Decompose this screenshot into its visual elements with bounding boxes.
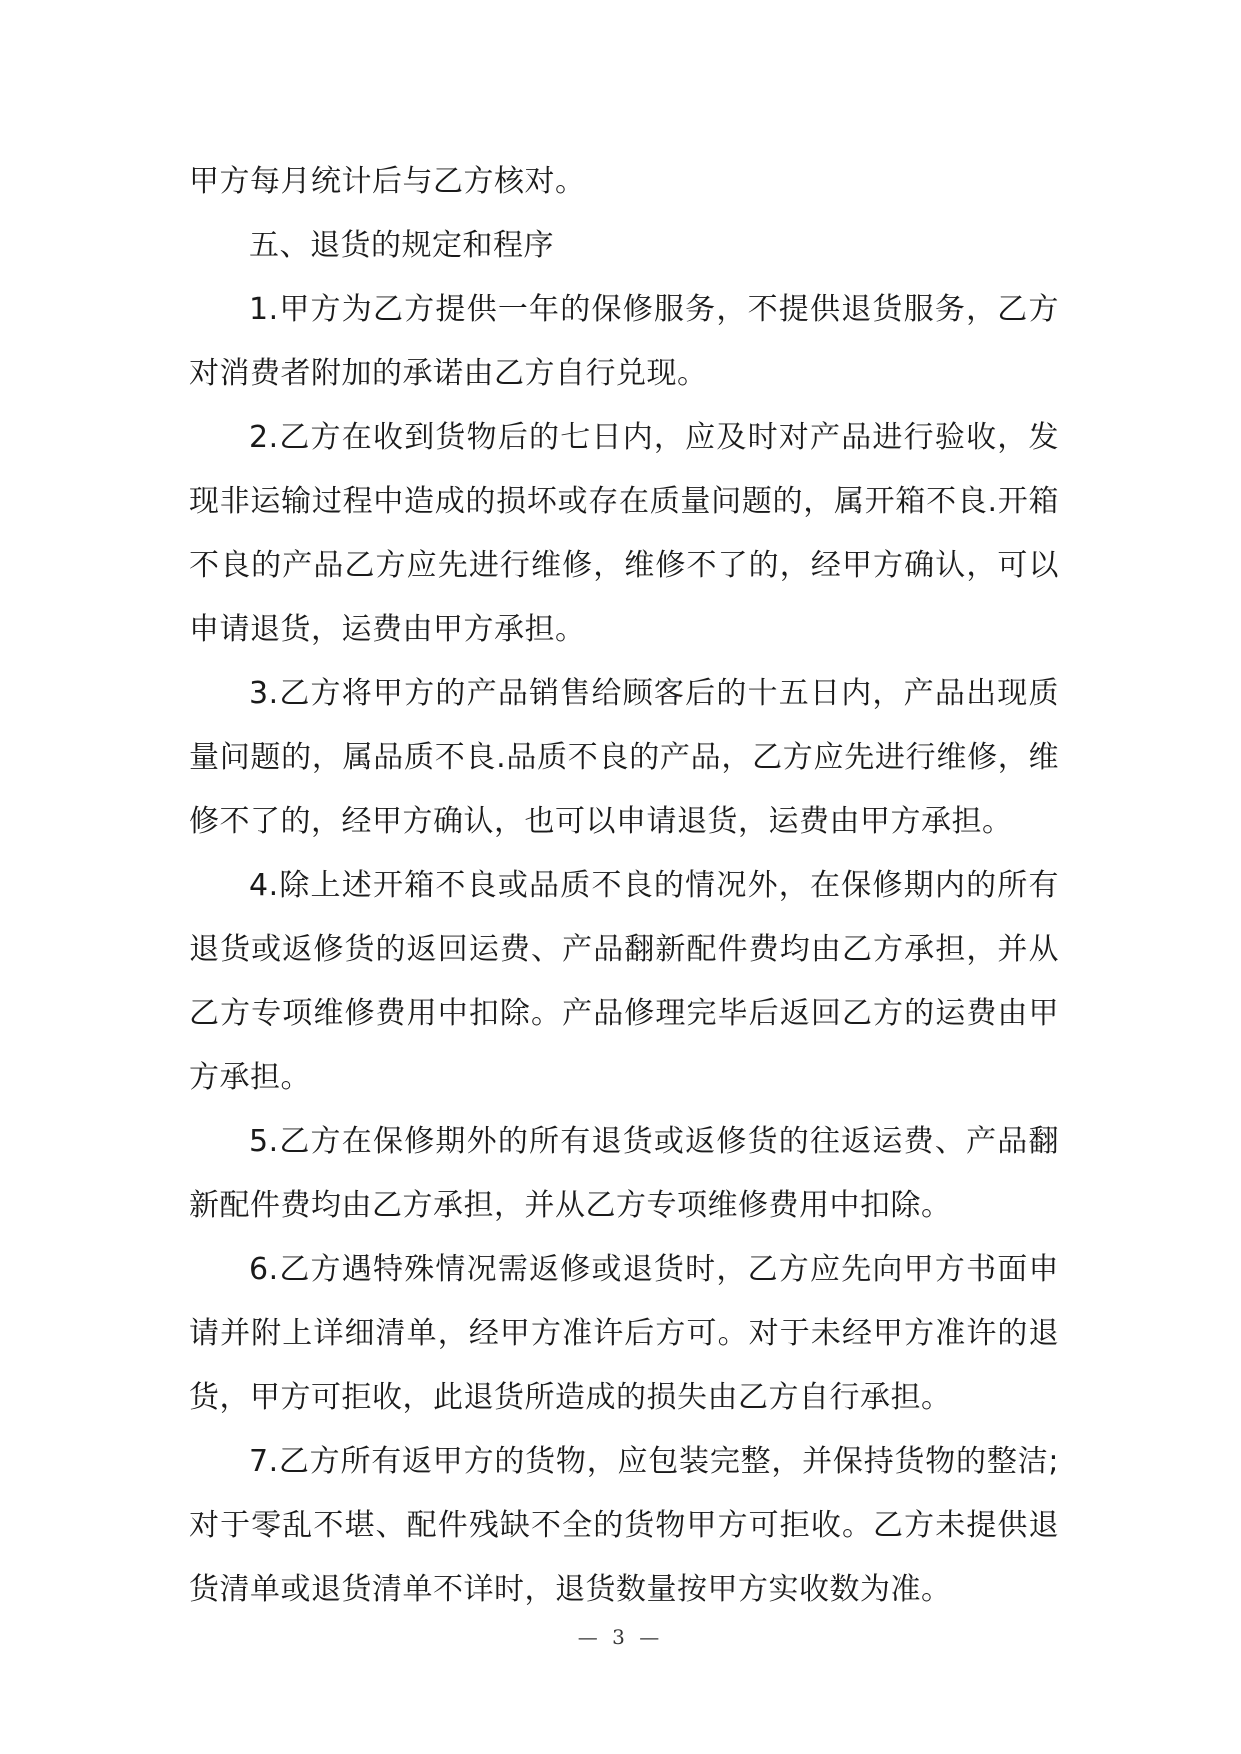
clause-1: 1.甲方为乙方提供一年的保修服务，不提供退货服务，乙方对消费者附加的承诺由乙方自行兑现。 xyxy=(189,292,1059,391)
clause-3: 3.乙方将甲方的产品销售给顾客后的十五日内，产品出现质量问题的，属品质不良.品质不良的产品，乙方应先进行维修，维修不了的，经甲方确认，也可以申请退货，运费由甲方承担。 xyxy=(189,676,1059,839)
clause-6: 6.乙方遇特殊情况需返修或退货时，乙方应先向甲方书面申请并附上详细清单，经甲方准许后方可。对于未经甲方准许的退货，甲方可拒收，此退货所造成的损失由乙方自行承担。 xyxy=(189,1252,1059,1415)
document-body xyxy=(189,150,1059,1622)
section-heading-returns: 五、退货的规定和程序 xyxy=(249,228,554,263)
clause-2: 2.乙方在收到货物后的七日内，应及时对产品进行验收，发现非运输过程中造成的损坏或存在质量问题的，属开箱不良.开箱不良的产品乙方应先进行维修，维修不了的，经甲方确认，可以申请退货，运费由甲方承担。 xyxy=(189,420,1059,647)
paragraph-continuation: 甲方每月统计后与乙方核对。 xyxy=(189,164,586,199)
clause-5: 5.乙方在保修期外的所有退货或返修货的往返运费、产品翻新配件费均由乙方承担，并从乙方专项维修费用中扣除。 xyxy=(189,1124,1059,1223)
clause-4: 4.除上述开箱不良或品质不良的情况外，在保修期内的所有退货或返修货的返回运费、产品翻新配件费均由乙方承担，并从乙方专项维修费用中扣除。产品修理完毕后返回乙方的运费由甲方承担。 xyxy=(189,868,1059,1095)
page-number: — 3 — xyxy=(577,1625,664,1649)
clause-7: 7.乙方所有返甲方的货物，应包装完整，并保持货物的整洁;对于零乱不堪、配件残缺不全的货物甲方可拒收。乙方未提供退货清单或退货清单不详时，退货数量按甲方实收数为准。 xyxy=(189,1444,1059,1607)
